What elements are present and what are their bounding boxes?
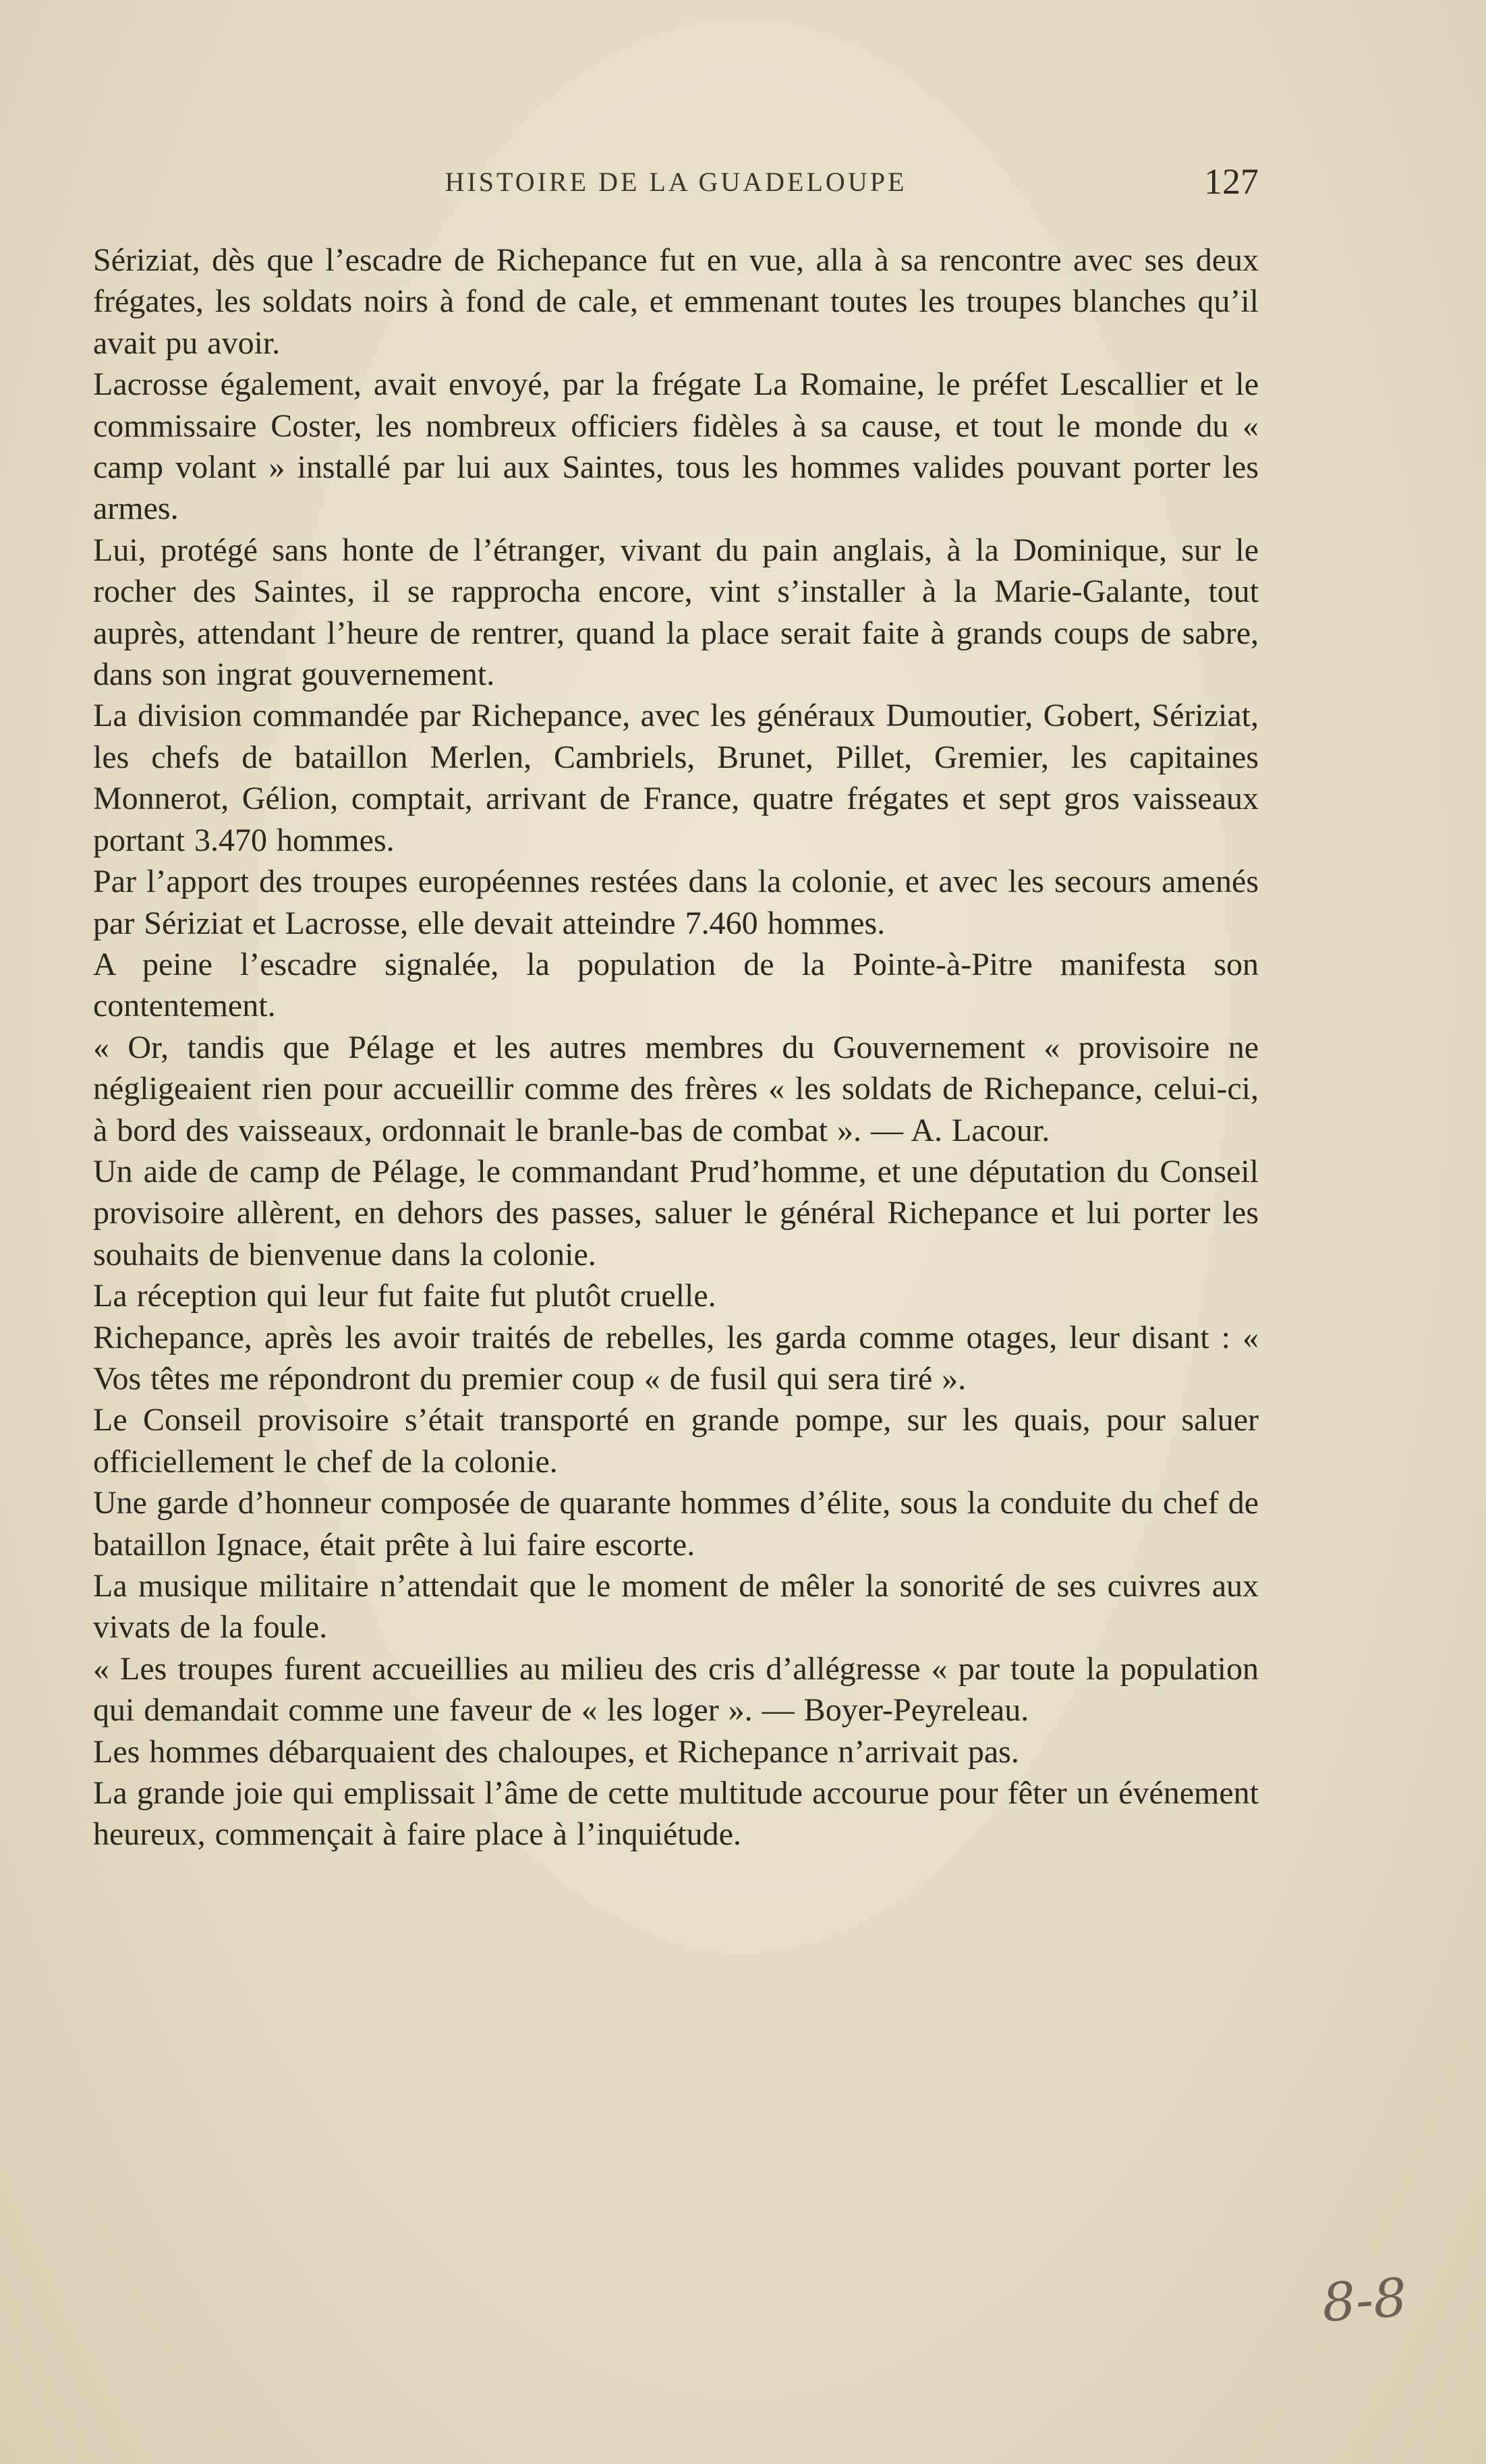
paragraph: Lui, protégé sans honte de l’étranger, vivant du pain anglais, à la Dominique, sur le rocher des Saintes, il se rapprocha encore, vint s’installer à la Marie-Galante, tout auprès, attendant l’heure de rentrer, quand la place serait faite à grands coups de sabre, dans son ingrat gouvernement.	[93, 532, 1259, 693]
paragraph: A peine l’escadre signalée, la population de la Pointe-à-Pitre manifesta son contentement.	[93, 946, 1259, 1024]
paragraph: La musique militaire n’attendait que le moment de mêler la sonorité de ses cuivres aux vivats de la foule.	[93, 1568, 1259, 1646]
paragraph: La réception qui leur fut faite fut plutôt cruelle.	[93, 1278, 716, 1314]
paragraph: Richepance, après les avoir traités de rebelles, les garda comme otages, leur disant : « Vos têtes me répondront du premier coup « de fusil qui sera tiré ».	[93, 1319, 1259, 1397]
paragraph: Le Conseil provisoire s’était transporté en grande pompe, sur les quais, pour saluer officiellement le chef de la colonie.	[93, 1402, 1259, 1480]
page-number: 127	[1204, 161, 1259, 202]
paragraph: Une garde d’honneur composée de quarante hommes d’élite, sous la conduite du chef de bataillon Ignace, était prête à lui faire escorte.	[93, 1485, 1259, 1563]
paragraph: « Les troupes furent accueillies au milieu des cris d’allégresse « par toute la population qui demandait comme une faveur de « les loger ». — Boyer-Peyreleau.	[93, 1650, 1259, 1729]
paragraph: Lacrosse également, avait envoyé, par la frégate La Romaine, le préfet Lescallier et le commissaire Coster, les nombreux officiers fidèles à sa cause, et tout le monde du « camp volant » installé par lui aux Saintes, tous les hommes valides pouvant porter les armes.	[93, 366, 1259, 527]
paragraph: Sériziat, dès que l’escadre de Richepance fut en vue, alla à sa rencontre avec ses deux frégates, les soldats noirs à fond de cale, et emmenant toutes les troupes blanches qu’il avait pu avoir.	[93, 242, 1259, 361]
page-header	[93, 161, 1259, 201]
paragraph: La grande joie qui emplissait l’âme de cette multitude accourue pour fêter un événement heureux, commençait à faire place à l’inquiétude.	[93, 1775, 1259, 1853]
paragraph: Un aide de camp de Pélage, le commandant Prud’homme, et une députation du Conseil provisoire allèrent, en dehors des passes, saluer le général Richepance et lui porter les souhaits de bienvenue dans la colonie.	[93, 1153, 1259, 1272]
paragraph: « Or, tandis que Pélage et les autres membres du Gouvernement « provisoire ne négligeaient rien pour accueillir comme des frères « les soldats de Richepance, celui-ci, à bord des vaisseaux, ordonnait le branle-bas de combat ». — A. Lacour.	[93, 1029, 1259, 1148]
paragraph: Par l’apport des troupes européennes restées dans la colonie, et avec les secours amenés par Sériziat et Lacrosse, elle devait atteindre 7.460 hommes.	[93, 864, 1259, 941]
running-title: HISTOIRE DE LA GUADELOUPE	[445, 167, 907, 197]
handwritten-margin-note: 8-8	[1320, 2267, 1409, 2334]
paragraph: La division commandée par Richepance, avec les généraux Dumoutier, Gobert, Sériziat, les chefs de bataillon Merlen, Cambriels, Brunet, Pillet, Gremier, les capitaines Monnerot, Gélion, comptait, arrivant de France, quatre frégates et sept gros vaisseaux portant 3.470 hommes.	[93, 698, 1259, 858]
body-text	[93, 240, 1259, 1855]
paragraph: Les hommes débarquaient des chaloupes, et Richepance n’arrivait pas.	[93, 1733, 1019, 1770]
